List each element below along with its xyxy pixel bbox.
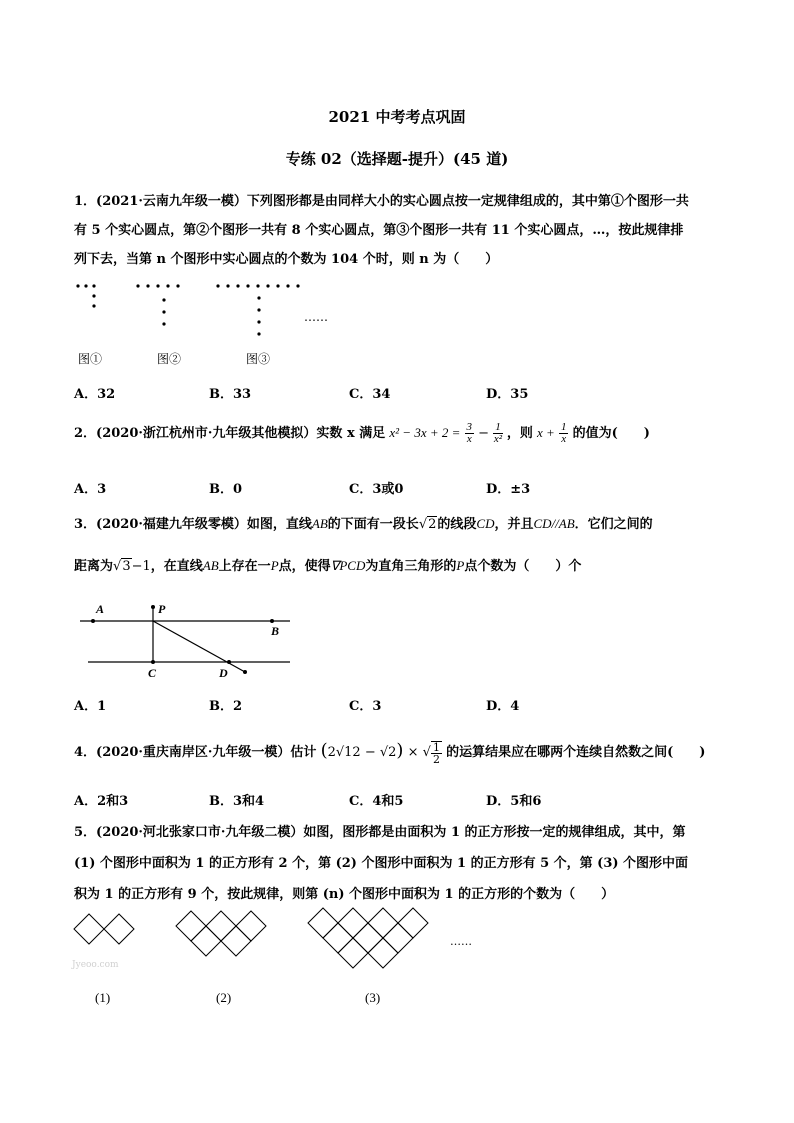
q4-times: × — [407, 745, 419, 760]
q3-label-b: B — [271, 624, 280, 638]
q1-fig-label-1: 图① — [78, 352, 103, 366]
q3-figure — [80, 600, 310, 680]
q5-line1: 5．(2020·河北张家口市·九年级二模）如图，图形都是由面积为 1 的正方形按一定的规律组成，其中，第 — [74, 825, 686, 840]
q2-suffix: 的值为( ) — [572, 426, 650, 441]
q3-label-d: D — [219, 666, 228, 680]
q1-option-d[interactable]: D．35 — [486, 387, 529, 402]
q1-line2: 有 5 个实心圆点，第②个图形一共有 8 个实心圆点，第③个图形一共有 11 个实心圆点，…，按此规律排 — [74, 223, 684, 238]
q1-line3: 列下去，当第 n 个图形中实心圆点的个数为 104 个时，则 n 为（ ） — [74, 252, 499, 267]
q2-option-b[interactable]: B．0 — [209, 482, 243, 497]
page-title: 2021 中考考点巩固 — [328, 108, 466, 126]
q2-mid: ，则 — [506, 426, 533, 441]
q1-option-a[interactable]: A．32 — [74, 387, 116, 402]
q1-ellipsis: …… — [304, 310, 328, 324]
q2-eq-left: x² − 3x + 2 = — [389, 425, 461, 440]
q2-frac-1: $\frac{3}{x}$ — [466, 421, 473, 445]
q4-option-b[interactable]: B．3和4 — [209, 794, 265, 809]
q5-watermark: Jyeoo.com — [72, 960, 119, 970]
q2-option-a[interactable]: A．3 — [74, 482, 107, 497]
q4-suffix: 的运算结果应在哪两个连续自然数之间( ) — [446, 745, 706, 760]
q3-option-c[interactable]: C．3 — [349, 699, 382, 714]
q3-line2: 距离为√3−1，在直线AB上存在一P点，使得∇PCD为直角三角形的P点个数为（ ）个 — [74, 558, 582, 574]
q3-option-a[interactable]: A．1 — [74, 699, 107, 714]
q5-line3: 积为 1 的正方形有 9 个，按此规律，则第 (n) 个图形中面积为 1 的正方形的个数为（ ） — [74, 887, 615, 902]
q3-option-d[interactable]: D．4 — [486, 699, 520, 714]
q3-label-p: P — [158, 602, 166, 616]
q5-square-figures — [70, 905, 470, 985]
q1-option-c[interactable]: C．34 — [349, 387, 391, 402]
q2-option-c[interactable]: C．3或0 — [349, 482, 404, 497]
q4-option-a[interactable]: A．2和3 — [74, 794, 129, 809]
q1-fig-label-2: 图② — [157, 352, 182, 366]
q5-line2: (1) 个图形中面积为 1 的正方形有 2 个，第 (2) 个图形中面积为 1 的正方形有 5 个，第 (3) 个图形中面 — [74, 856, 689, 871]
q2-frac-2: $\frac{1}{\text{x²}}$ — [493, 421, 503, 445]
q2-line — [74, 422, 650, 445]
q2-prefix: 2．(2020·浙江杭州市·九年级其他模拟）实数 x 满足 — [74, 426, 386, 441]
q4-frac: $\frac{1}{2}$ — [432, 740, 440, 766]
q2-minus: − — [478, 426, 490, 441]
q5-fig-label-1: (1) — [95, 990, 111, 1005]
q1-fig-label-3: 图③ — [246, 352, 271, 366]
q3-label-a: A — [96, 602, 105, 616]
q1-option-b[interactable]: B．33 — [209, 387, 252, 402]
q2-option-d[interactable]: D．±3 — [486, 482, 531, 497]
q3-line1: 3．(2020·福建九年级零模）如图，直线AB的下面有一段长√2的线段CD，并且CD//AB．它们之间的 — [74, 516, 653, 532]
q4-prefix: 4．(2020·重庆南岸区·九年级一模）估计 — [74, 745, 317, 760]
q1-dot-figures — [70, 280, 390, 340]
q1-line1: 1．(2021·云南九年级一模）下列图形都是由同样大小的实心圆点按一定规律组成的，其中第①个图形一共 — [74, 194, 689, 209]
q4-expr: 2√12 − √2 — [327, 745, 397, 760]
q4-line: 4．(2020·重庆南岸区·九年级一模）估计 (2√12 − √2) × √ $\frac{1}{2}$ 的运算结果应在哪两个连续自然数之间( ) — [74, 740, 706, 766]
q5-fig-label-2: (2) — [216, 990, 232, 1005]
q3-label-c: C — [148, 666, 157, 680]
q2-frac-3: $\frac{1}{x}$ — [560, 421, 567, 445]
q3-option-b[interactable]: B．2 — [209, 699, 243, 714]
q5-ellipsis: …… — [450, 935, 472, 948]
page-subtitle: 专练 02（选择题-提升）(45 道) — [285, 150, 509, 168]
q2-expr-x: x + — [537, 425, 555, 440]
q4-option-d[interactable]: D．5和6 — [486, 794, 542, 809]
q4-option-c[interactable]: C．4和5 — [349, 794, 404, 809]
q5-fig-label-3: (3) — [365, 990, 381, 1005]
